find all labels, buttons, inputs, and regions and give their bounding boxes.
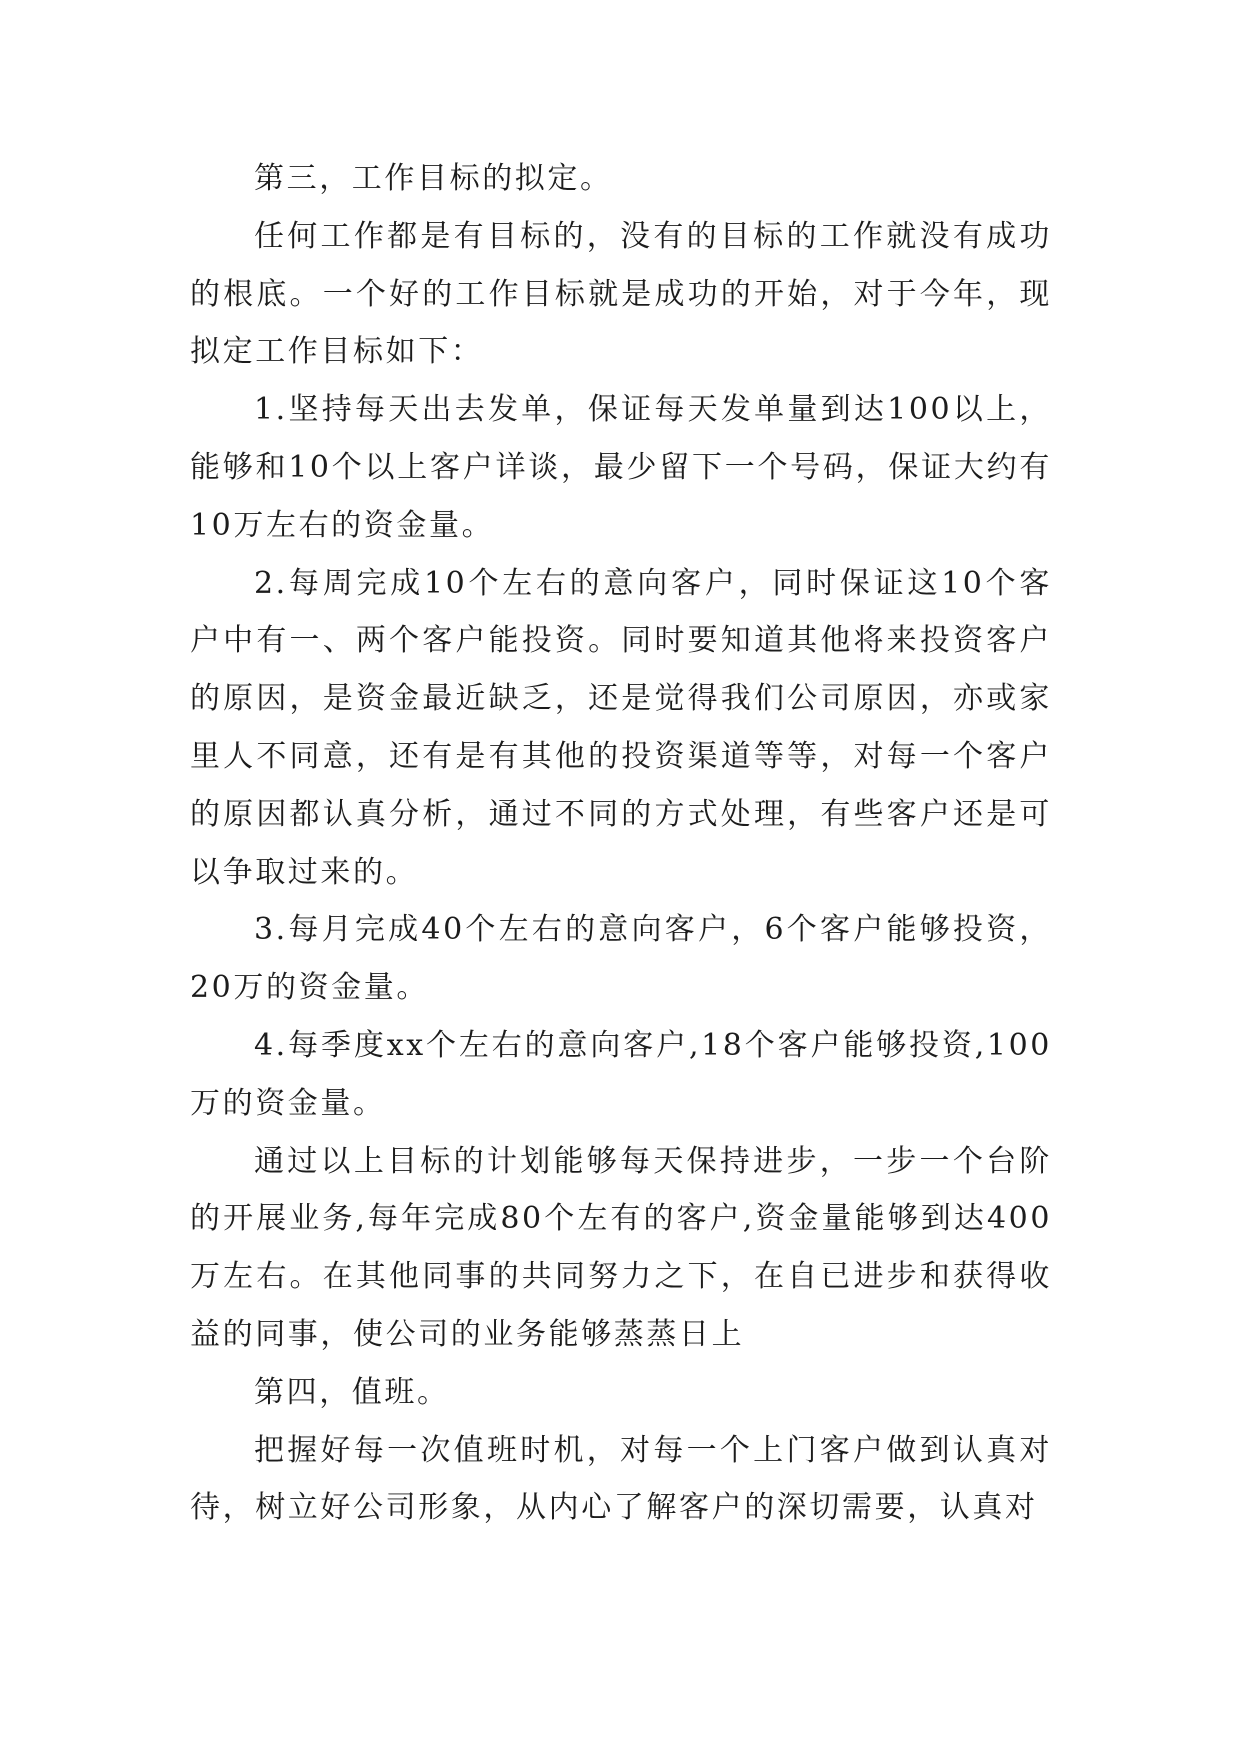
list-item-3: 3.每月完成40个左右的意向客户，6个客户能够投资，20万的资金量。 xyxy=(190,912,1052,1006)
paragraph-duty: 把握好每一次值班时机，对每一个上门客户做到认真对待，树立好公司形象，从内心了解客户的深切需要，认真对 xyxy=(190,1432,1052,1526)
paragraph-summary: 通过以上目标的计划能够每天保持进步，一步一个台阶的开展业务,每年完成80个左有的客户,资金量能够到达400万左右。在其他同事的共同努力之下，在自已进步和获得收益的同事，使公司的业务能够蒸蒸日上 xyxy=(190,1143,1052,1352)
list-item-1: 1.坚持每天出去发单，保证每天发单量到达100以上，能够和10个以上客户详谈，最少留下一个号码，保证大约有10万左右的资金量。 xyxy=(190,392,1052,543)
list-item-4: 4.每季度xx个左右的意向客户,18个客户能够投资,100万的资金量。 xyxy=(190,1027,1052,1121)
section-heading-3: 第三，工作目标的拟定。 xyxy=(254,161,613,196)
section-heading-4: 第四，值班。 xyxy=(254,1374,450,1410)
document-body xyxy=(190,150,1052,1537)
paragraph-intro: 任何工作都是有目标的，没有的目标的工作就没有成功的根底。一个好的工作目标就是成功的开始，对于今年，现拟定工作目标如下： xyxy=(190,218,1052,370)
list-item-2: 2.每周完成10个左右的意向客户，同时保证这10个客户中有一、两个客户能投资。同时要知道其他将来投资客户的原因，是资金最近缺乏，还是觉得我们公司原因，亦或家里人不同意，还有是有其他的投资渠道等等，对每一个客户的原因都认真分析，通过不同的方式处理，有些客户还是可以争取过来的。 xyxy=(190,565,1052,890)
